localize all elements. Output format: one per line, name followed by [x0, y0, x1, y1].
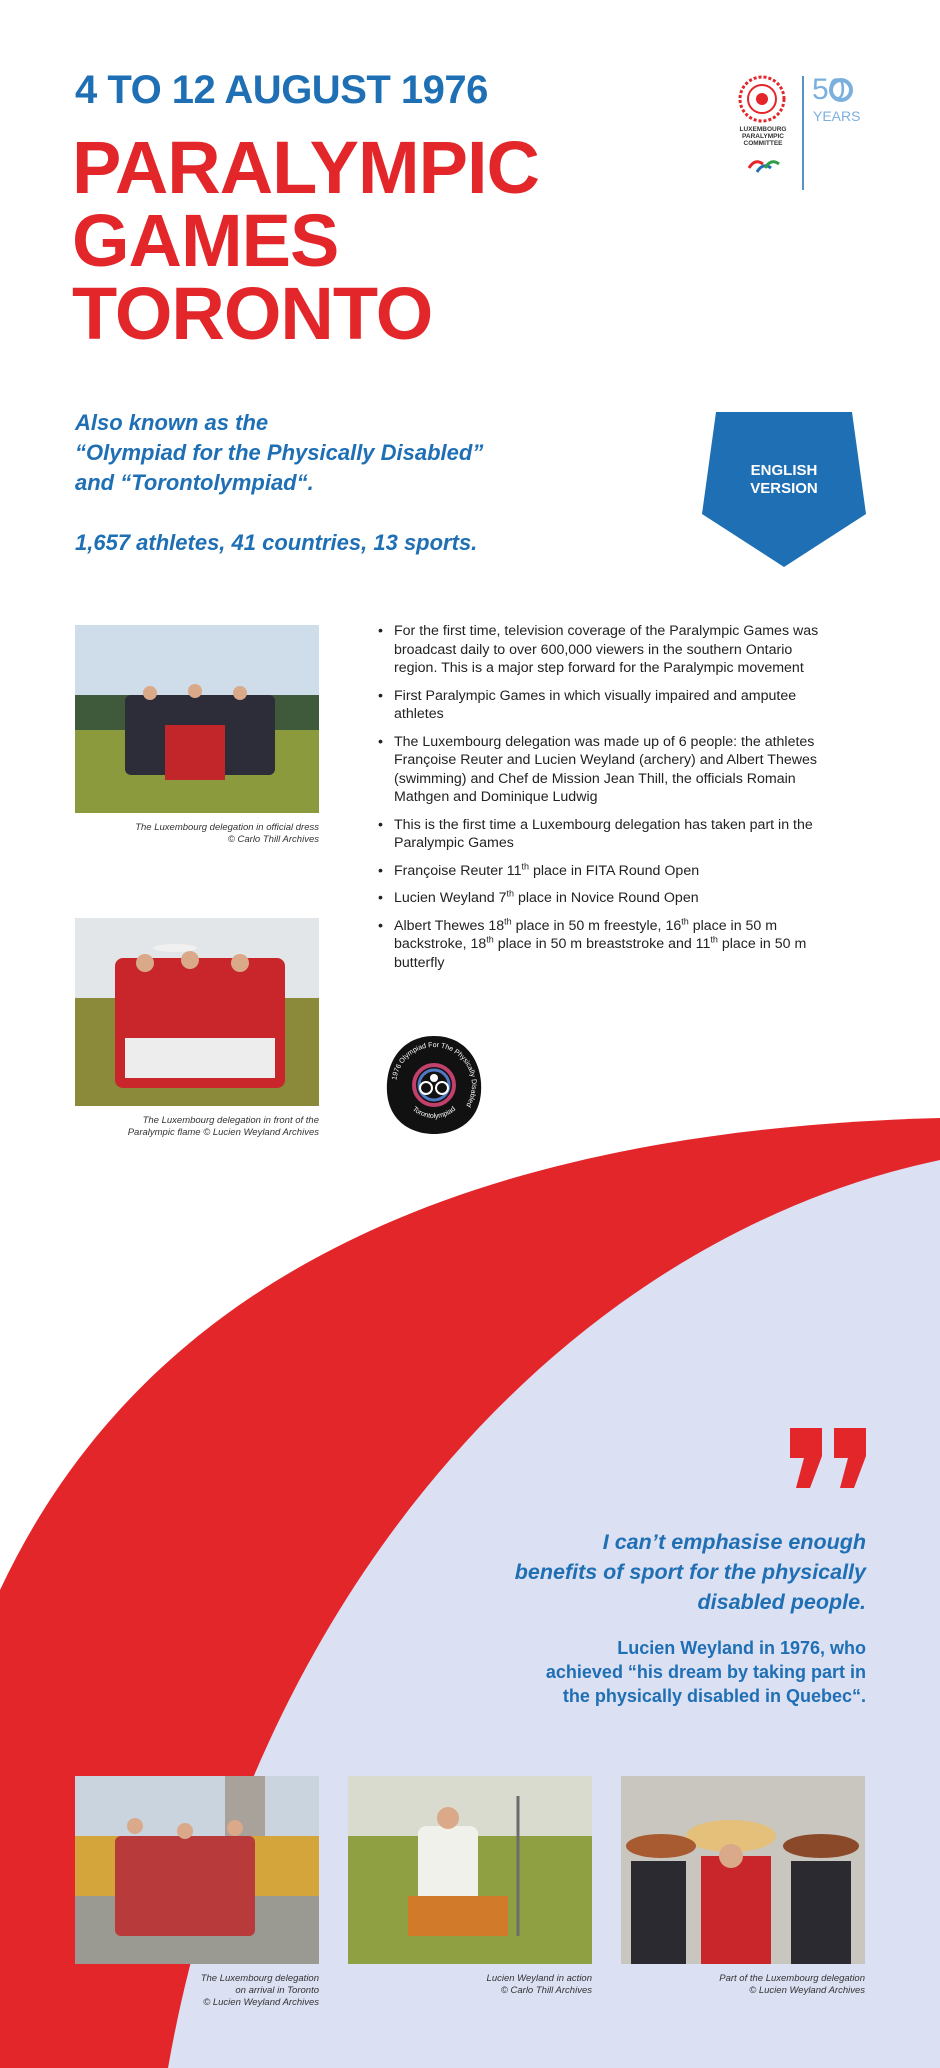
anniversary-number: 50 — [812, 73, 846, 106]
committee-name-line-1: LUXEMBOURG — [739, 126, 787, 133]
quote-author: Lucien Weyland in 1976, who achieved “his dream by taking part in the physically disabled in Quebec“. — [545, 1638, 866, 1706]
photo-delegation-paralympic-flame — [75, 918, 319, 1106]
fact-item: • Albert Thewes 18th place in 50 m freestyle, 16th place in 50 m backstroke, 18th place in 50 m breaststroke and 11th place in 50 m butterfly — [378, 915, 807, 971]
fact-item: • The Luxembourg delegation was made up of 6 people: the athletes Françoise Reuter and Lucien Weyland (archery) and Albert Thewes (swimming) and Chef de Mission Jean Thill, the officials Romain Mathgen and Dominique Ludwig — [378, 733, 817, 805]
quote-mark-icon — [788, 1428, 868, 1490]
language-badge-label[interactable]: ENGLISH VERSION — [750, 462, 818, 497]
committee-logo — [735, 72, 865, 192]
event-dates: 4 TO 12 AUGUST 1976 — [75, 68, 488, 112]
anniversary-word: YEARS — [813, 108, 861, 124]
photo-delegation-sombreros — [621, 1776, 865, 1964]
svg-text:1976 Olympiad For The Physical: 1976 Olympiad For The Physically Disabled — [391, 1041, 478, 1108]
torontolympiad-emblem — [381, 1032, 487, 1138]
fact-item: • For the first time, television coverage of the Paralympic Games was broadcast daily to over 600,000 viewers in the southern Ontario region. This is a major step forward for the Paralympic movement — [378, 623, 819, 676]
caption-delegation-sombreros: Part of the Luxembourg delegation © Lucien Weyland Archives — [719, 1973, 865, 1996]
caption-delegation-paralympic-flame: The Luxembourg delegation in front of the Paralympic flame © Lucien Weyland Archives — [127, 1115, 319, 1138]
photo-delegation-arrival-toronto — [75, 1776, 319, 1964]
photo-weyland-archery — [348, 1776, 592, 1964]
fact-item: • Françoise Reuter 11th place in FITA Round Open — [378, 860, 700, 879]
photo-delegation-official-dress — [75, 625, 319, 813]
fact-item: • Lucien Weyland 7th place in Novice Round Open — [378, 888, 699, 906]
fact-item: • First Paralympic Games in which visually impaired and amputee athletes — [378, 687, 797, 722]
intro-block — [75, 408, 483, 558]
title-line-1: PARALYMPIC — [72, 126, 539, 209]
intro-line-1: Also known as the — [75, 410, 269, 435]
intro-line-2: “Olympiad for the Physically Disabled” — [75, 440, 484, 465]
committee-name-line-2: PARALYMPIC — [742, 133, 784, 140]
title-line-3: TORONTO — [72, 272, 433, 355]
fact-item: • This is the first time a Luxembourg delegation has taken part in the Paralympic Games — [378, 816, 813, 851]
caption-weyland-archery: Lucien Weyland in action © Carlo Thill Archives — [486, 1973, 592, 1996]
committee-name-line-3: COMMITTEE — [743, 140, 783, 147]
intro-line-3: and “Torontolympiad“. — [75, 470, 314, 495]
agitos-icon — [749, 162, 779, 172]
intro-stats: 1,657 athletes, 41 countries, 13 sports. — [75, 530, 478, 555]
svg-text:Torontolympiad: Torontolympiad — [410, 1105, 458, 1121]
facts-list — [378, 622, 878, 981]
caption-delegation-official-dress: The Luxembourg delegation in official dress © Carlo Thill Archives — [135, 822, 319, 845]
title-line-2: GAMES — [72, 199, 339, 282]
caption-delegation-arrival-toronto: The Luxembourg delegation on arrival in Toronto © Lucien Weyland Archives — [200, 1973, 319, 2008]
quote-text: I can’t emphasise enough benefits of sport for the physically disabled people. — [514, 1530, 866, 1614]
